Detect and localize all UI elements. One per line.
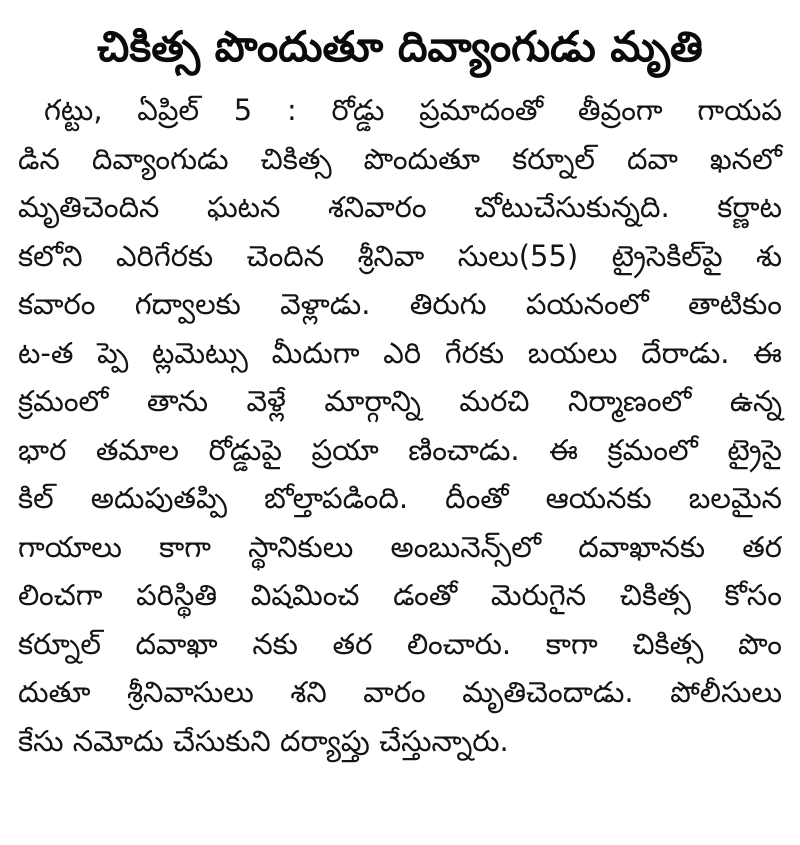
body-line: కవారం గద్వాలకు వెళ్లాడు. తిరుగు పయనంలో తాటికుం bbox=[18, 287, 782, 321]
body-line: గాయాలు కాగా స్థానికులు అంబునెన్స్‌లో దవాఖానకు తర bbox=[18, 529, 782, 564]
body-line: దుతూ శ్రీనివాసులు శని వారం మృతిచెందాడు. పోలీసులు bbox=[18, 675, 782, 709]
body-line: గట్టు, ఏప్రిల్ 5 : రోడ్డు ప్రమాదంతో తీవ్రంగా గాయప bbox=[44, 93, 782, 127]
article-body bbox=[18, 86, 782, 765]
body-line: లించగా పరిస్థితి విషమించ డంతో మెరుగైన చికిత్స కోసం bbox=[18, 578, 782, 612]
body-line: కలోని ఎరిగేరకు చెందిన శ్రీనివా సులు(55) ట్రైసెకిల్‌పై శు bbox=[18, 238, 782, 273]
body-line: క్రమంలో తాను వెళ్లే మార్గాన్ని మరచి నిర్మాణంలో ఉన్న bbox=[18, 384, 782, 418]
body-line: కర్నూల్ దవాఖా నకు తర లించారు. కాగా చికిత్స పొం bbox=[18, 626, 782, 661]
article-headline: చికిత్స పొందుతూ దివ్యాంగుడు మృతి bbox=[97, 22, 703, 71]
body-line: కేసు నమోదు చేసుకుని దర్యాప్తు చేస్తున్నారు. bbox=[18, 723, 509, 758]
body-line: మృతిచెందిన ఘటన శనివారం చోటుచేసుకున్నది. కర్ణాట bbox=[18, 190, 782, 224]
body-line: భార తమాల రోడ్డుపై ప్రయా ణించాడు. ఈ క్రమంలో ట్రైసై bbox=[18, 432, 782, 467]
body-line: కిల్ అదుపుతప్పి బోల్తాపడింది. దీంతో ఆయనకు బలమైన bbox=[18, 481, 782, 515]
body-line: డిన దివ్యాంగుడు చికిత్స పొందుతూ కర్నూల్ దవా ఖనలో bbox=[18, 141, 782, 176]
body-line: ట-త ప్పె ట్లమెట్సు మీదుగా ఎరి గేరకు బయలు దేరాడు. ఈ bbox=[18, 335, 782, 370]
